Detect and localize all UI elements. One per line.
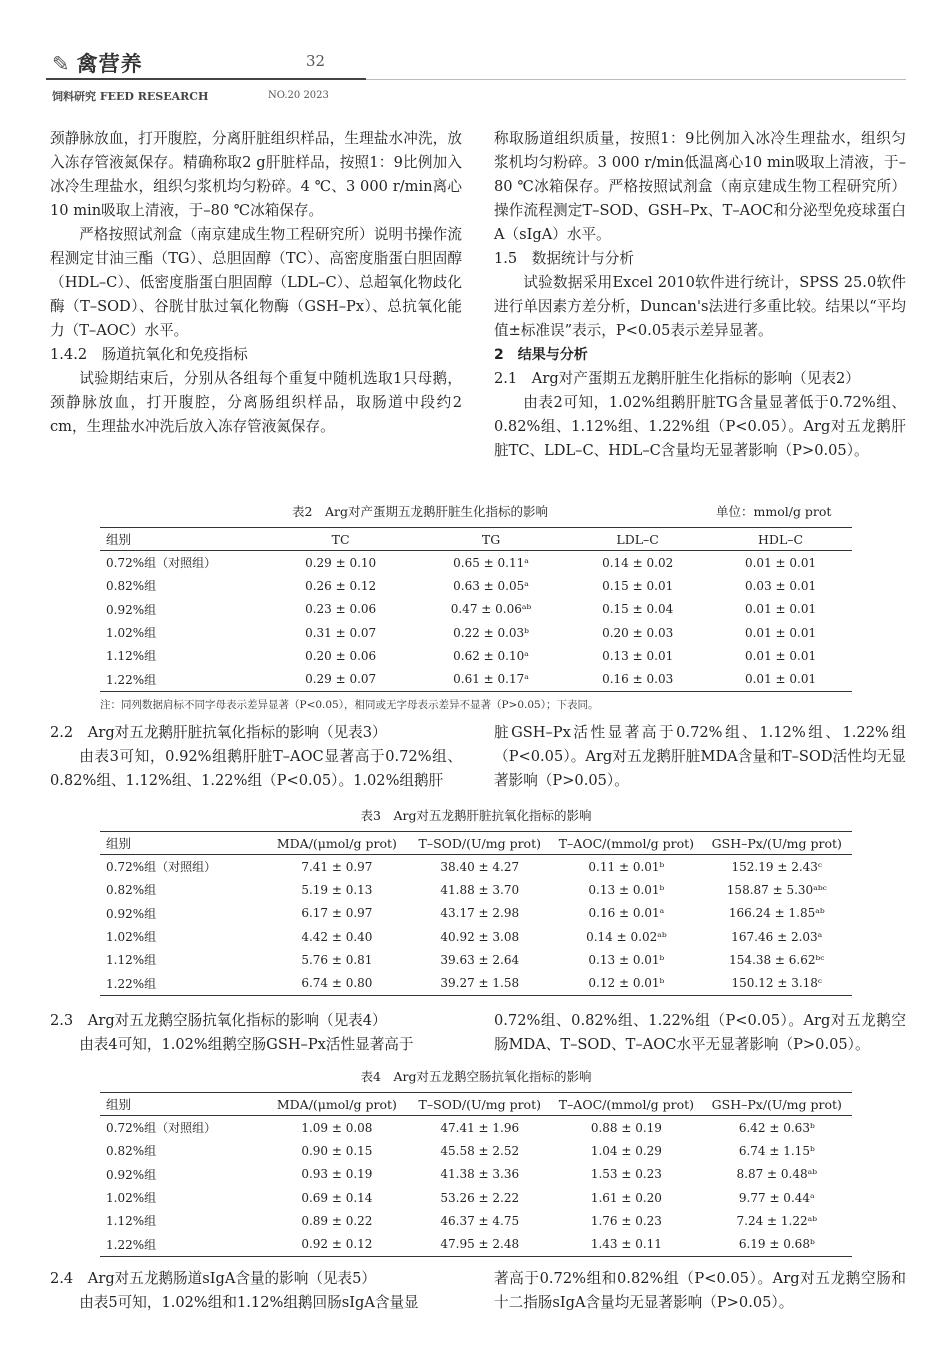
table-cell: 1.22%组: [100, 667, 265, 691]
journal-name: 饲料研究 FEED RESEARCH: [52, 90, 209, 103]
table-cell: 0.15 ± 0.04: [602, 602, 674, 617]
table2-note: 注：同列数据肩标不同字母表示差异显著（P<0.05），相同或无字母表示差异不显著（P>0.05）；下表同。: [100, 699, 599, 711]
top-left-column: [50, 127, 462, 439]
sec24-right: [494, 1267, 906, 1315]
column-header: 组别: [100, 1093, 265, 1116]
table-row: [100, 1116, 852, 1140]
table-cell: 0.88 ± 0.19: [590, 1120, 662, 1135]
sec24-title: 2.4 Arg对五龙鹅肠道sIgA含量的影响（见表5）: [50, 1270, 376, 1287]
table-cell: 0.61 ± 0.17ᵃ: [416, 667, 566, 691]
left-paragraph-0: 颈静脉放血，打开腹腔，分离肝脏组织样品，生理盐水冲洗，放入冻存管液氮保存。精确称取2 g肝脏样品，按照1：9比例加入冰冷生理盐水，组织匀浆机均匀粉碎。4 ℃、3 000 r/min离心10 min吸取上清液，于–80 ℃冰箱保存。: [50, 130, 462, 219]
table-cell: 39.27 ± 1.58: [408, 971, 551, 995]
table-row: [100, 971, 852, 995]
table-cell: 167.46 ± 2.03ᵃ: [731, 929, 823, 944]
table3: [100, 831, 852, 996]
table4: [100, 1092, 852, 1257]
table-cell: 1.02%组: [106, 930, 157, 945]
right-paragraph-2: 试验数据采用Excel 2010软件进行统计，SPSS 25.0软件进行单因素方差分析，Duncan's法进行多重比较。结果以“平均值±标准误”表示，P<0.05表示差异显著。: [494, 274, 906, 339]
table-cell: 6.74 ± 1.15ᵇ: [738, 1143, 815, 1158]
table-cell: 0.65 ± 0.11ᵃ: [453, 555, 529, 570]
table-cell: 0.29 ± 0.10: [305, 555, 377, 570]
table2-unit: 单位：mmol/g prot: [716, 504, 832, 519]
sec22-left-text: 由表3可知，0.92%组鹅肝脏T–AOC显著高于0.72%组、0.82%组、1.12%组、1.22%组（P<0.05）。1.02%组鹅肝: [50, 748, 462, 789]
table-cell: 0.03 ± 0.01: [744, 578, 817, 593]
table3-caption: 表3 Arg对五龙鹅肝脏抗氧化指标的影响: [360, 808, 592, 823]
table-row: [100, 644, 852, 667]
sec22-right-text: 脏GSH–Px活性显著高于0.72%组、1.12%组、1.22%组（P<0.05）。Arg对五龙鹅肝脏MDA含量和T–SOD活性均无显著影响（P>0.05）。: [494, 724, 906, 789]
table-row: [100, 1186, 852, 1209]
table-cell: 1.22%组: [100, 971, 265, 995]
column-header: GSH–Px/(U/mg prot): [702, 1093, 852, 1116]
table-cell: 0.11 ± 0.01ᵇ: [588, 859, 665, 874]
table-cell: 0.31 ± 0.07: [305, 625, 377, 640]
table-cell: 41.88 ± 3.70: [440, 882, 520, 897]
bird-icon: ✎: [52, 52, 71, 76]
left-paragraph-3: 试验期结束后，分别从各组每个重复中随机选取1只母鹅，颈静脉放血，打开腹腔，分离肠组织样品，取肠道中段约2 cm，生理盐水冲洗后放入冻存管液氮保存。: [50, 370, 462, 435]
table-cell: 53.26 ± 2.22: [440, 1190, 520, 1205]
table-cell: 0.92%组: [106, 1167, 157, 1182]
table-cell: 154.38 ± 6.62ᵇᶜ: [729, 952, 825, 967]
sec23-right-text: 0.72%组、0.82%组、1.22%组（P<0.05）。Arg对五龙鹅空肠MDA、T–SOD、T–AOC水平无显著影响（P>0.05）。: [494, 1012, 906, 1053]
table-cell: 0.26 ± 0.12: [305, 578, 377, 593]
table-cell: 5.19 ± 0.13: [301, 882, 373, 897]
column-header: T–SOD/(U/mg prot): [408, 832, 551, 855]
left-paragraph-2: 1.4.2 肠道抗氧化和免疫指标: [50, 346, 248, 363]
sec23-title: 2.3 Arg对五龙鹅空肠抗氧化指标的影响（见表4）: [50, 1012, 387, 1029]
right-paragraph-5: 由表2可知，1.02%组鹅肝脏TG含量显著低于0.72%组、0.82%组、1.12%组、1.22%组（P<0.05）。Arg对五龙鹅肝脏TC、LDL–C、HDL–C含量均无显著影响（P>0.05）。: [494, 394, 906, 459]
table-row: [100, 667, 852, 691]
left-paragraph-1: 严格按照试剂盒（南京建成生物工程研究所）说明书操作流程测定甘油三酯（TG）、总胆固醇（TC）、高密度脂蛋白胆固醇（HDL–C）、低密度脂蛋白胆固醇（LDL–C）、总超氧化物歧化酶（T–SOD）、谷胱甘肽过氧化物酶（GSH–Px）、总抗氧化能力（T–AOC）水平。: [50, 226, 462, 339]
table-cell: 1.12%组: [106, 1214, 157, 1229]
sec24-left-text: 由表5可知，1.02%组和1.12%组鹅回肠sIgA含量显: [79, 1294, 419, 1311]
table-row: [100, 1232, 852, 1256]
column-header: TC: [265, 528, 415, 551]
table-row: [100, 621, 852, 644]
table-row: [100, 574, 852, 597]
table-cell: 152.19 ± 2.43ᶜ: [731, 859, 823, 874]
table-cell: 0.15 ± 0.01: [602, 578, 674, 593]
table-row: [100, 948, 852, 971]
table-cell: 4.42 ± 0.40: [301, 929, 373, 944]
table-cell: 0.93 ± 0.19: [301, 1167, 373, 1182]
table-cell: 0.92%组: [106, 602, 157, 617]
column-header: GSH–Px/(U/mg prot): [702, 832, 852, 855]
table-cell: 0.12 ± 0.01ᵇ: [551, 971, 701, 995]
table-cell: 1.09 ± 0.08: [301, 1120, 373, 1135]
table-cell: 38.40 ± 4.27: [440, 859, 520, 874]
table-cell: 0.92 ± 0.12: [265, 1232, 408, 1256]
sec24-left: [50, 1267, 462, 1315]
table-cell: 0.01 ± 0.01: [744, 648, 817, 663]
table-cell: 0.20 ± 0.03: [602, 625, 674, 640]
issue-number: NO.20 2023: [268, 90, 329, 101]
table-cell: 1.12%组: [106, 649, 157, 664]
column-header: MDA/(μmol/g prot): [265, 832, 408, 855]
column-header: 组别: [100, 832, 265, 855]
page-header: [46, 44, 906, 106]
table-cell: 40.92 ± 3.08: [440, 929, 520, 944]
table-cell: 0.22 ± 0.03ᵇ: [453, 625, 529, 640]
table-cell: 0.72%组（对照组）: [106, 556, 217, 571]
table-cell: 6.42 ± 0.63ᵇ: [738, 1120, 815, 1135]
table-row: [100, 1139, 852, 1162]
table-cell: 1.22%组: [100, 1232, 265, 1256]
table2: [100, 527, 852, 692]
table-cell: 1.12%组: [106, 953, 157, 968]
sec23-right: [494, 1009, 906, 1057]
sec23-left-text: 由表4可知，1.02%组鹅空肠GSH–Px活性显著高于: [79, 1036, 414, 1053]
table-cell: 5.76 ± 0.81: [301, 952, 373, 967]
sec24-right-text: 著高于0.72%组和0.82%组（P<0.05）。Arg对五龙鹅空肠和十二指肠sIgA含量均无显著影响（P>0.05）。: [494, 1270, 906, 1311]
header-rule: [46, 78, 366, 80]
table-header-row: [100, 528, 852, 551]
table-cell: 9.77 ± 0.44ᵃ: [738, 1190, 815, 1205]
table-cell: 7.24 ± 1.22ᵃᵇ: [736, 1213, 818, 1228]
table-cell: 0.69 ± 0.14: [301, 1190, 373, 1205]
table-cell: 6.74 ± 0.80: [265, 971, 408, 995]
table-cell: 47.41 ± 1.96: [440, 1120, 520, 1135]
table-cell: 46.37 ± 4.75: [440, 1213, 520, 1228]
column-header: LDL–C: [566, 528, 709, 551]
sec23-left: [50, 1009, 462, 1057]
table-cell: 0.01 ± 0.01: [709, 667, 852, 691]
right-paragraph-3: 2 结果与分析: [494, 347, 588, 363]
top-right-column: [494, 127, 906, 463]
table-row: [100, 925, 852, 948]
table-cell: 8.87 ± 0.48ᵃᵇ: [736, 1167, 818, 1182]
sec22-left: [50, 721, 462, 793]
table-cell: 0.62 ± 0.10ᵃ: [453, 648, 529, 663]
table-cell: 0.72%组（对照组）: [106, 860, 217, 875]
table-cell: 0.14 ± 0.02ᵃᵇ: [586, 929, 667, 944]
column-header: T–AOC/(mmol/g prot): [551, 1093, 701, 1116]
table-cell: 0.89 ± 0.22: [301, 1213, 373, 1228]
table-cell: 0.47 ± 0.06ᵃᵇ: [450, 602, 532, 617]
table-cell: 0.20 ± 0.06: [305, 648, 377, 663]
table-cell: 41.38 ± 3.36: [440, 1167, 520, 1182]
table-row: [100, 598, 852, 621]
table-cell: 39.63 ± 2.64: [440, 952, 520, 967]
table-cell: 0.90 ± 0.15: [301, 1143, 373, 1158]
table-cell: 7.41 ± 0.97: [301, 859, 373, 874]
table-header-row: [100, 832, 852, 855]
table-header-row: [100, 1093, 852, 1116]
table-cell: 0.16 ± 0.01ᵃ: [588, 906, 665, 921]
table-cell: 0.82%组: [106, 1144, 157, 1159]
table-cell: 0.82%组: [106, 883, 157, 898]
table-cell: 166.24 ± 1.85ᵃᵇ: [728, 906, 825, 921]
table-cell: 0.13 ± 0.01ᵇ: [588, 882, 665, 897]
table2-caption: 表2 Arg对产蛋期五龙鹅肝脏生化指标的影响: [292, 504, 548, 519]
table-cell: 1.76 ± 0.23: [590, 1213, 662, 1228]
table-row: [100, 1163, 852, 1186]
header-rule-thin: [366, 79, 906, 80]
table-cell: 0.82%组: [106, 579, 157, 594]
table-cell: 0.63 ± 0.05ᵃ: [453, 578, 529, 593]
table-cell: 0.01 ± 0.01: [744, 602, 817, 617]
table-cell: 0.72%组（对照组）: [106, 1121, 217, 1136]
table-row: [100, 902, 852, 925]
table-cell: 0.01 ± 0.01: [744, 555, 817, 570]
table-cell: 1.43 ± 0.11: [551, 1232, 701, 1256]
table-cell: 47.95 ± 2.48: [408, 1232, 551, 1256]
column-header: TG: [416, 528, 566, 551]
column-header: 组别: [100, 528, 265, 551]
right-paragraph-0: 称取肠道组织质量，按照1：9比例加入冰冷生理盐水，组织匀浆机均匀粉碎。3 000 r/min低温离心10 min吸取上清液，于–80 ℃冰箱保存。严格按照试剂盒（南京建成生物工程研究所）操作流程测定T–SOD、GSH–Px、T–AOC和分泌型免疫球蛋白A（sIgA）水平。: [494, 130, 906, 243]
table-cell: 0.23 ± 0.06: [305, 602, 377, 617]
table-cell: 1.61 ± 0.20: [590, 1190, 662, 1205]
right-paragraph-4: 2.1 Arg对产蛋期五龙鹅肝脏生化指标的影响（见表2）: [494, 370, 860, 387]
column-header: HDL–C: [709, 528, 852, 551]
table-cell: 1.02%组: [106, 1191, 157, 1206]
table-cell: 1.53 ± 0.23: [590, 1167, 662, 1182]
table-cell: 0.92%组: [106, 906, 157, 921]
table-cell: 0.14 ± 0.02: [602, 555, 674, 570]
page-number: 32: [306, 52, 326, 70]
table-cell: 150.12 ± 3.18ᶜ: [702, 971, 852, 995]
table4-caption: 表4 Arg对五龙鹅空肠抗氧化指标的影响: [360, 1069, 592, 1084]
table-cell: 0.13 ± 0.01: [602, 648, 674, 663]
table-cell: 1.04 ± 0.29: [590, 1143, 662, 1158]
column-header: T–AOC/(mmol/g prot): [551, 832, 701, 855]
table-cell: 0.13 ± 0.01ᵇ: [588, 952, 665, 967]
column-header: T–SOD/(U/mg prot): [408, 1093, 551, 1116]
table-cell: 158.87 ± 5.30ᵃᵇᶜ: [726, 882, 827, 897]
table-cell: 45.58 ± 2.52: [440, 1143, 520, 1158]
sec22-title: 2.2 Arg对五龙鹅肝脏抗氧化指标的影响（见表3）: [50, 724, 387, 741]
table-cell: 0.29 ± 0.07: [265, 667, 415, 691]
column-header: MDA/(μmol/g prot): [265, 1093, 408, 1116]
table-row: [100, 551, 852, 575]
table-cell: 6.19 ± 0.68ᵇ: [702, 1232, 852, 1256]
section-brand: ✎ 禽营养: [52, 52, 143, 76]
table-row: [100, 855, 852, 879]
table-row: [100, 1209, 852, 1232]
table-row: [100, 878, 852, 901]
table-cell: 0.16 ± 0.03: [566, 667, 709, 691]
right-paragraph-1: 1.5 数据统计与分析: [494, 250, 634, 267]
table-cell: 1.02%组: [106, 626, 157, 641]
table-cell: 43.17 ± 2.98: [440, 906, 520, 921]
table-cell: 0.01 ± 0.01: [744, 625, 817, 640]
table-cell: 6.17 ± 0.97: [301, 906, 373, 921]
sec22-right: [494, 721, 906, 793]
